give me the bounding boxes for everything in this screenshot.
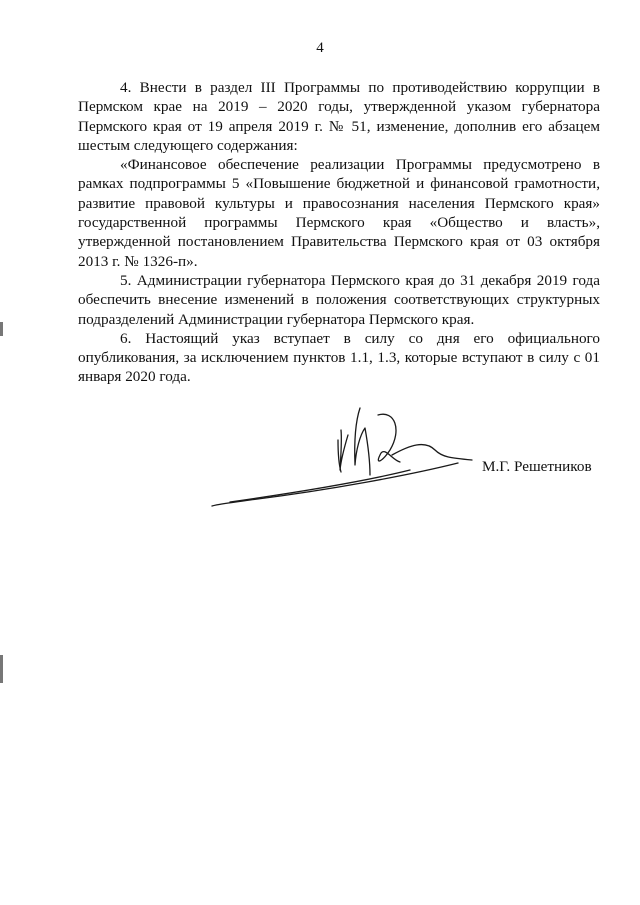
handwritten-signature (210, 400, 480, 515)
paragraph-item-5: 5. Администрации губернатора Пермского края до 31 декабря 2019 года обеспечить внесение изменений в положения соответствующих структурных подразделений Администрации губернатора Пермского края. (78, 271, 600, 328)
signatory-name: М.Г. Решетников (482, 458, 592, 475)
page-number: 4 (316, 40, 324, 56)
document-body (78, 78, 600, 387)
paragraph-quoted-addition: «Финансовое обеспечение реализации Программы предусмотрено в рамках подпрограммы 5 «Повышение бюджетной и финансовой грамотности, развитие правовой культуры и правосознания населения Пермского края» государственной программы Пермского края «Общество и власть», утвержденной постановлением Правительства Пермского края от 03 октября 2013 г. № 1326-п». (78, 156, 600, 270)
paragraph-item-6: 6. Настоящий указ вступает в силу со дня его официального опубликования, за исключением пунктов 1.1, 1.3, которые вступают в силу с 01 января 2020 года. (78, 329, 600, 386)
scan-edge-mark-bottom (0, 655, 3, 683)
scan-edge-mark-top (0, 322, 3, 336)
paragraph-item-4: 4. Внести в раздел III Программы по противодействию коррупции в Пермском крае на 2019 – 2020 годы, утвержденной указом губернатора Пермского края от 19 апреля 2019 г. № 51, изменение, дополнив его абзацем шестым следующего содержания: (78, 79, 600, 154)
